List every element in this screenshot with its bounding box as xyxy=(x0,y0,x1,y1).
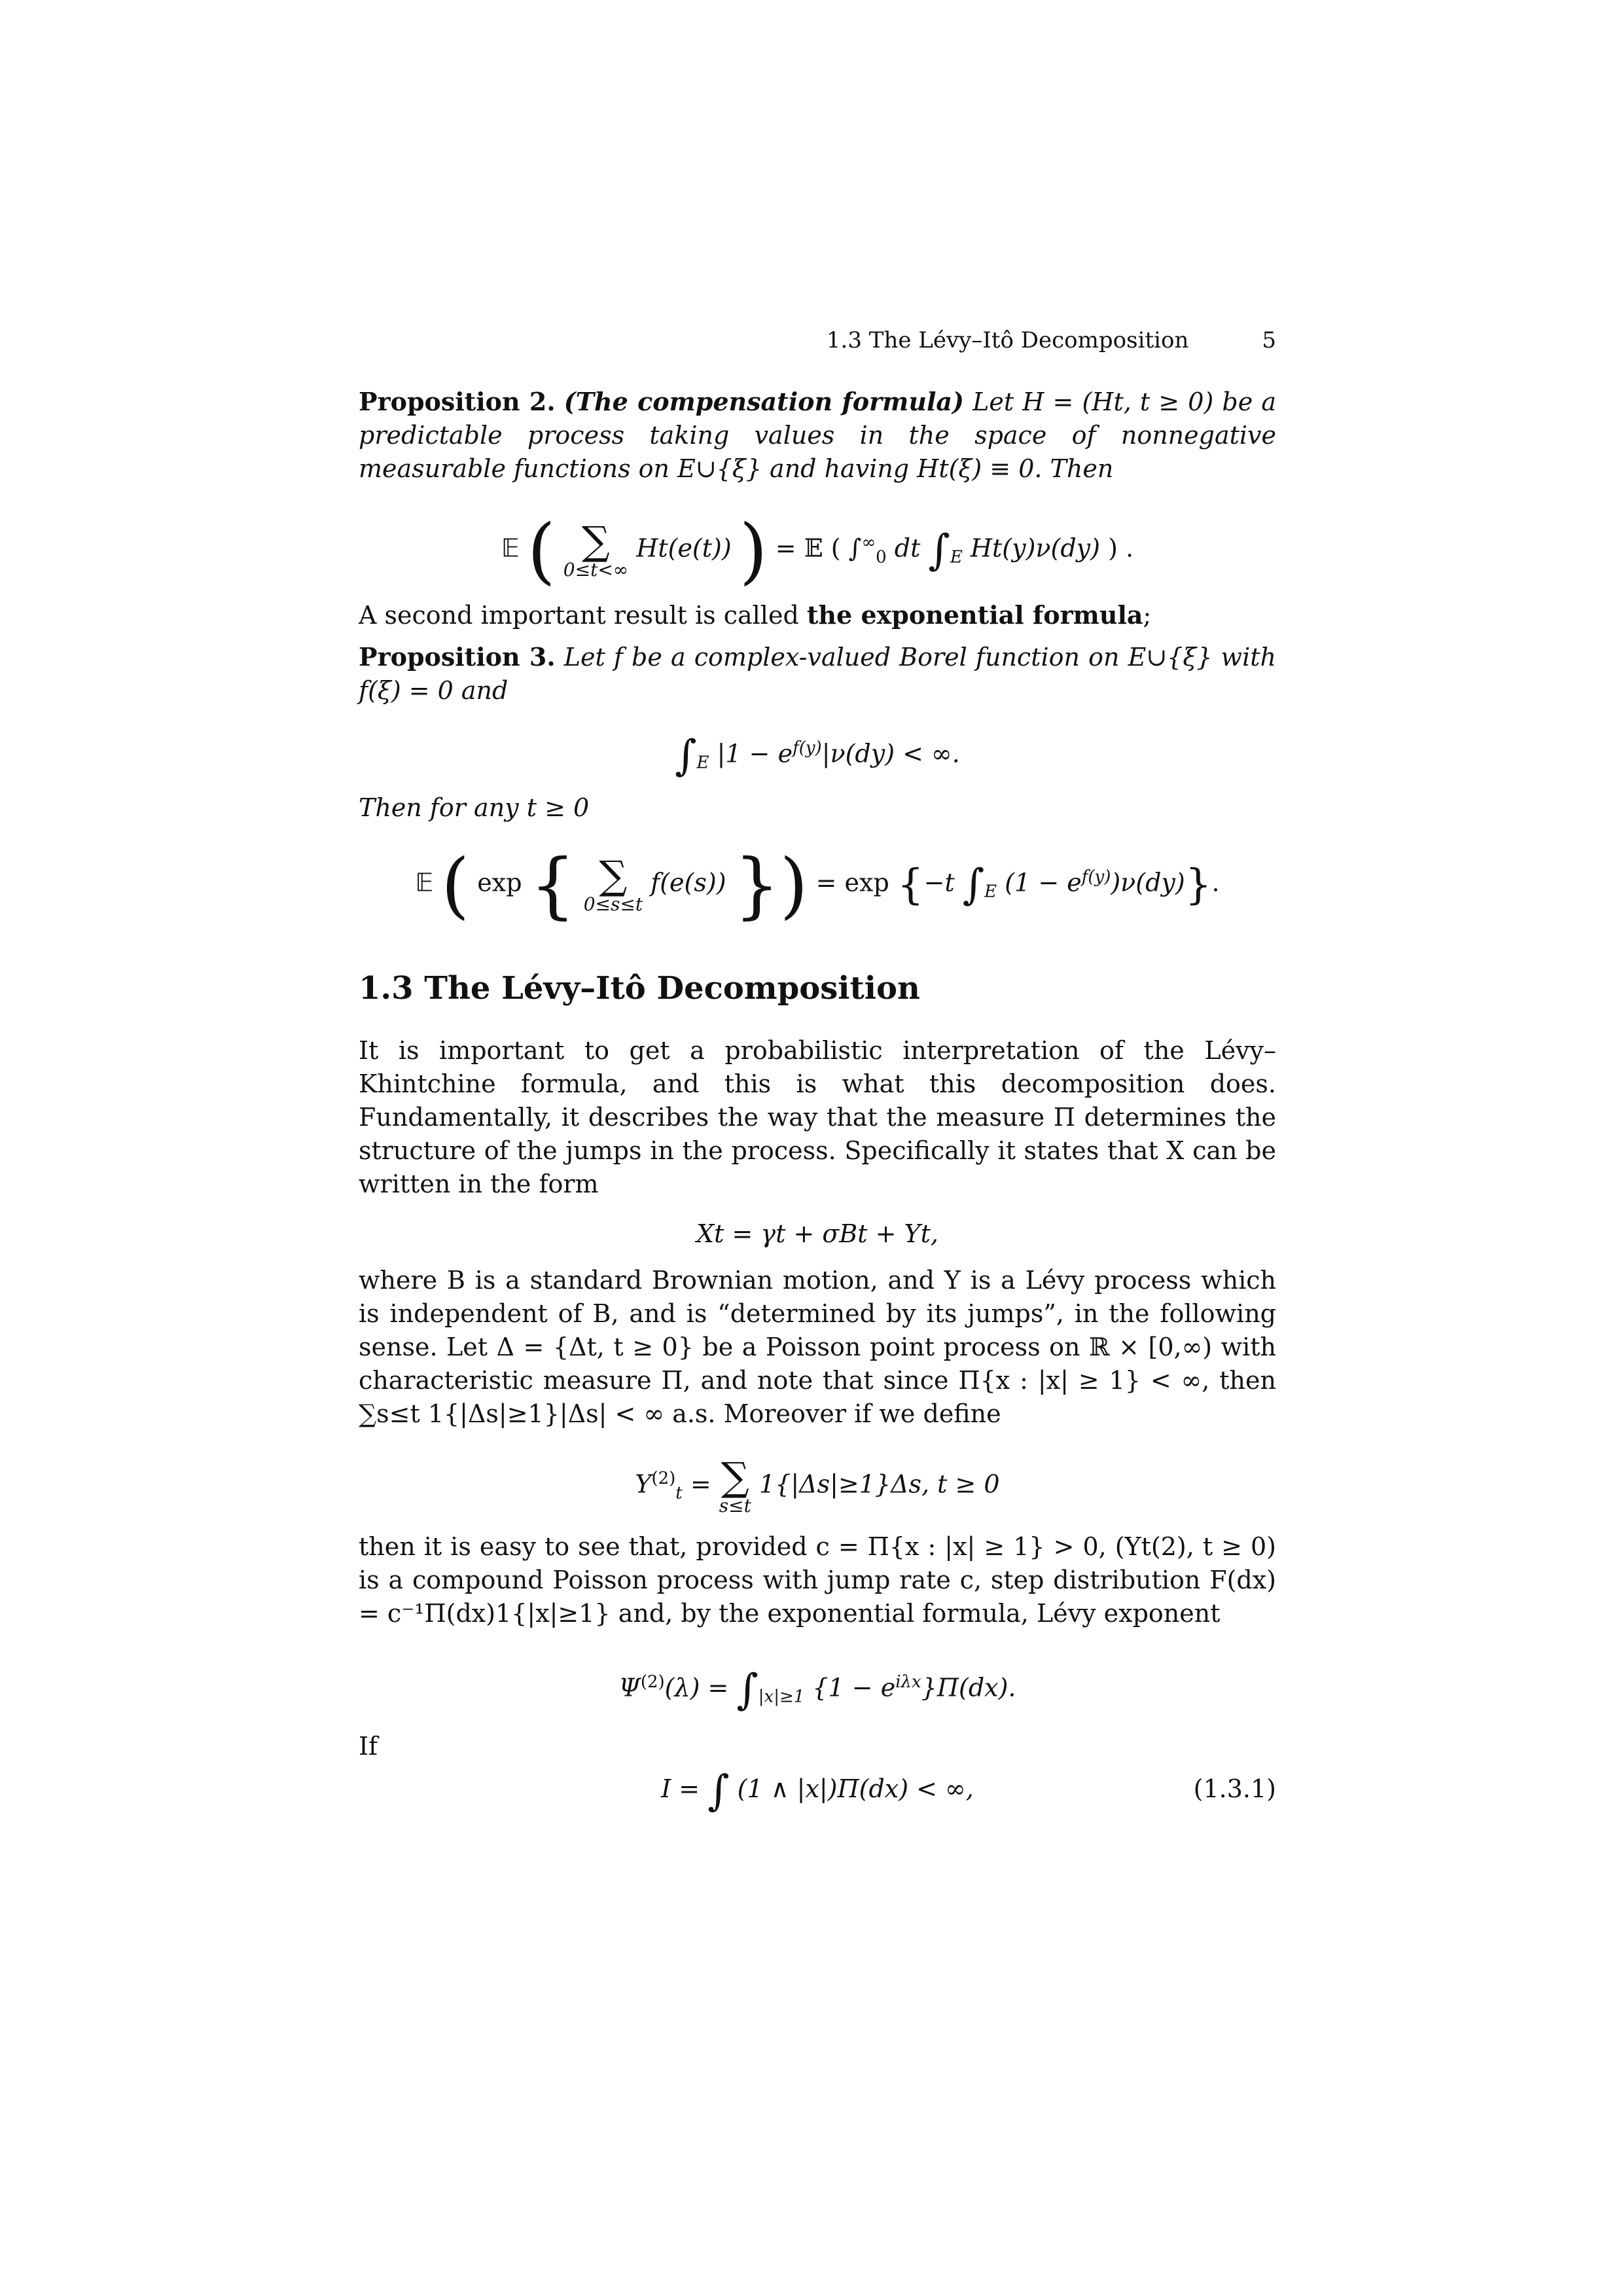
rhs-term: Ht(y)ν(dy) xyxy=(970,533,1100,563)
finite-variation-condition: I = ∫ (1 ∧ |x|)Π(dx) < ∞, (1.3.1) xyxy=(359,1759,1276,1818)
paragraph-1: It is important to get a probabilistic interpretation of the Lévy–Khintchine formula, and this is what this decomposition does. Fundamentally, it describes the way that the measure Π determines the structure of the jumps in the process. Specifically it states that X can be written in the form xyxy=(359,1036,1276,1198)
decomposition-equation: Xt = γt + σBt + Yt, xyxy=(696,1219,938,1248)
running-title: 1.3 The Lévy–Itô Decomposition xyxy=(826,327,1189,353)
prop2-name: (The compensation formula) xyxy=(563,387,964,416)
prop2-label: Proposition 2. xyxy=(359,387,556,416)
running-header xyxy=(359,327,1276,367)
proposition-3 xyxy=(359,640,1276,708)
paragraph-2: where B is a standard Brownian motion, and Y is a Lévy process which is independent of B, and is “determined by its jumps”, in the following sense. Let Δ = {Δt, t ≥ 0} be a Poisson point process on ℝ × [0,∞) with characteristic measure Π, and note that since Π{x : |x| ≥ 1} < ∞, then ∑s≤t 1{|Δs|≥1}|Δs| < ∞ a.s. Moreover if we define xyxy=(359,1266,1276,1428)
lhs-term: Ht(e(t)) xyxy=(636,533,732,563)
expectation-symbol: 𝔼 xyxy=(501,533,520,563)
if-word: If xyxy=(359,1732,378,1761)
proposition-2 xyxy=(359,385,1276,486)
prop3-label: Proposition 3. xyxy=(359,642,556,672)
prop2-text: Let H = (Ht, t ≥ 0) be a predictable process taking values in the space of nonnegative measurable functions on E∪{ξ} and having Ht(ξ) ≡ 0. Then xyxy=(359,387,1276,483)
exponential-formula: 𝔼 ( exp { ∑ 0≤s≤t f(e(s)) }) = exp {−t $\int_E$ $(1 - e^{f(y)})\nu(dy)$}. xyxy=(415,843,1220,927)
page xyxy=(359,327,1276,1818)
then-line: Then for any t ≥ 0 xyxy=(359,793,590,822)
equation-number: (1.3.1) xyxy=(1193,1774,1276,1803)
prop3-text: Let f be a complex-valued Borel function on E∪{ξ} with f(ξ) = 0 and xyxy=(359,643,1276,705)
levy-exponent-equation: $\Psi^{(2)}(\lambda) = \int_{|x|\ge 1}$ $\{1 - e^{i\lambda x}\}\Pi(dx)$. xyxy=(618,1666,1016,1715)
compensation-formula: 𝔼 ( ∑ 0≤t<∞ Ht(e(t)) ) = 𝔼 ( $\int^\infty_0$ dt $\int_E$ Ht(y)ν(dy) ) . xyxy=(501,509,1134,593)
second-result-line: A second important result is called the exponential formula; xyxy=(359,600,1152,630)
sum-operator: ∑ 0≤t<∞ xyxy=(563,518,629,581)
section-title: 1.3 The Lévy–Itô Decomposition xyxy=(359,970,920,1007)
y2-definition: $Y^{(2)}_t$ = ∑ s≤t 1{|Δs|≥1}Δs, t ≥ 0 xyxy=(635,1454,1000,1517)
page-number: 5 xyxy=(1262,327,1276,353)
rhs-open: = 𝔼 ( ∫ xyxy=(775,533,862,563)
paragraph-3: then it is easy to see that, provided c = Π{x : |x| ≥ 1} > 0, (Yt(2), t ≥ 0) is a compound Poisson process with jump rate c, step distribution F(dx) = c⁻¹Π(dx)1{|x|≥1} and, by the exponential formula, Lévy exponent xyxy=(359,1532,1276,1628)
integrability-condition: $\int_E$ $|1 - e^{f(y)}|\nu(dy)$ < ∞. xyxy=(675,732,960,781)
